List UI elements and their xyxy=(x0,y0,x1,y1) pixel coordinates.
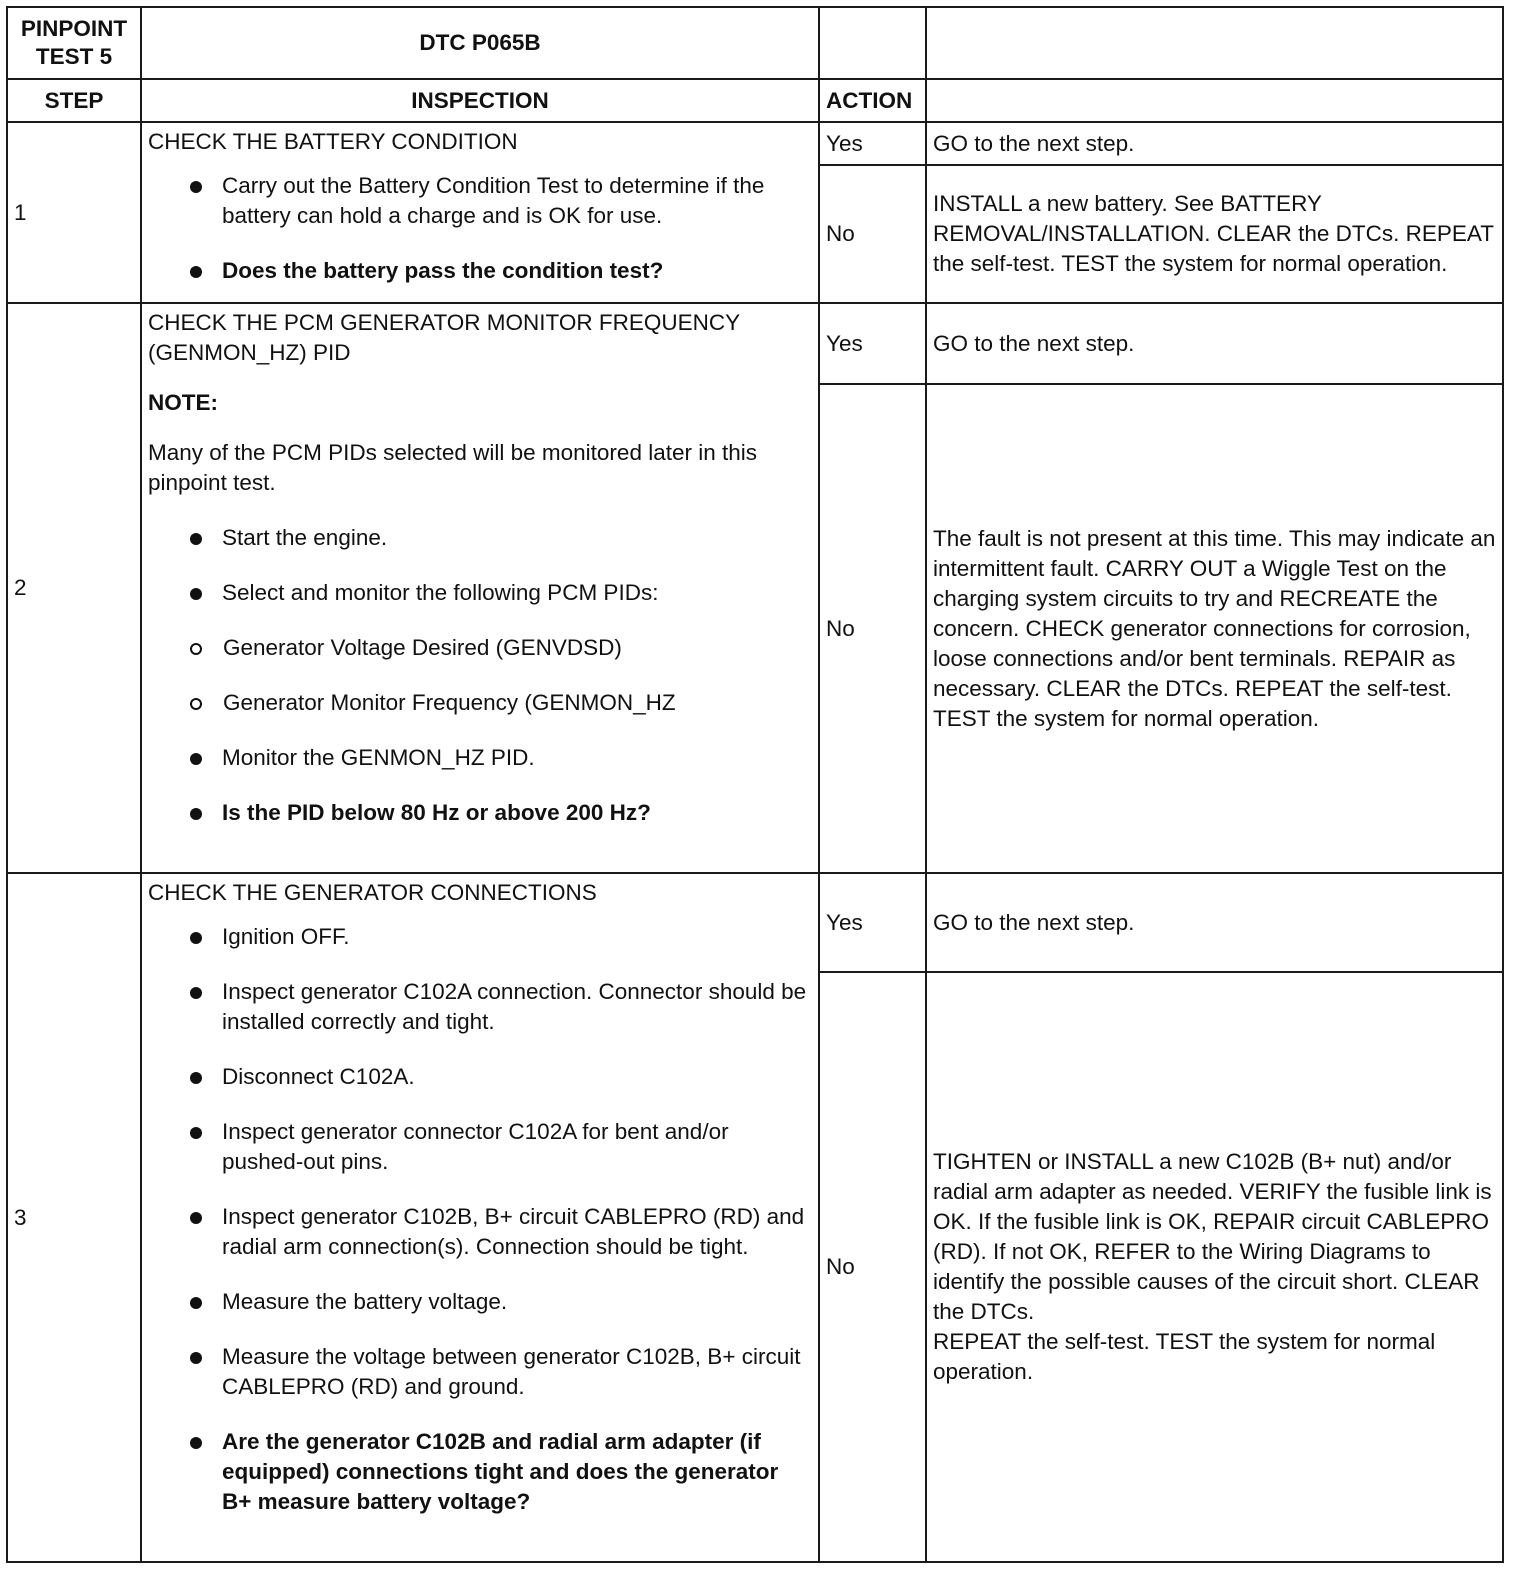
no-label: No xyxy=(819,165,926,303)
no-action-text: TIGHTEN or INSTALL a new C102B (B+ nut) and/or radial arm adapter as needed. VERIFY the fusible link is OK. If the fusible link is OK, REPAIR circuit CABLEPRO (RD). If not OK, REFER to the Wiring Diagrams to identify the possible causes of the circuit short. CLEAR the DTCs. xyxy=(933,1149,1492,1324)
yes-action: GO to the next step. xyxy=(926,122,1503,165)
list-item-text: Select and monitor the following PCM PIDs: xyxy=(222,580,659,605)
list-item: Inspect generator C102B, B+ circuit CABLEPRO (RD) and radial arm connection(s). Connection should be tight. xyxy=(148,1202,812,1262)
action-column-header: ACTION xyxy=(819,79,926,122)
bullet-list xyxy=(148,171,812,286)
yes-action: GO to the next step. xyxy=(926,873,1503,972)
bullet-list xyxy=(148,523,812,608)
list-item: Inspect generator connector C102A for bent and/or pushed-out pins. xyxy=(148,1117,812,1177)
inspection-cell xyxy=(141,873,819,1562)
sub-list-item: Generator Monitor Frequency (GENMON_HZ xyxy=(148,688,812,718)
no-action: The fault is not present at this time. This may indicate an intermittent fault. CARRY OUT a Wiggle Test on the charging system circuits to try and RECREATE the concern. CHECK generator connections for corrosion, loose connections and/or bent terminals. REPAIR as necessary. CLEAR the DTCs. REPEAT the self-test. TEST the system for normal operation. xyxy=(926,384,1503,873)
table-header-row xyxy=(7,7,1503,79)
header-empty-cell xyxy=(926,7,1503,79)
no-label: No xyxy=(819,972,926,1562)
header-empty-cell xyxy=(926,79,1503,122)
list-item xyxy=(148,578,812,608)
column-header-row xyxy=(7,79,1503,122)
no-label: No xyxy=(819,384,926,873)
table-row xyxy=(7,122,1503,165)
note-text: Many of the PCM PIDs selected will be monitored later in this pinpoint test. xyxy=(148,440,758,495)
step-heading: CHECK THE GENERATOR CONNECTIONS xyxy=(148,880,597,905)
list-item: Measure the voltage between generator C102B, B+ circuit CABLEPRO (RD) and ground. xyxy=(148,1342,812,1402)
header-empty-cell xyxy=(819,7,926,79)
sub-bullet-list xyxy=(148,633,812,718)
dtc-title: DTC P065B xyxy=(141,7,819,79)
step-heading: CHECK THE PCM GENERATOR MONITOR FREQUENCY (GENMON_HZ) PID xyxy=(148,310,740,365)
step-number: 2 xyxy=(7,303,141,873)
note-label: NOTE: xyxy=(148,390,218,415)
list-item: Monitor the GENMON_HZ PID. xyxy=(148,743,812,773)
pinpoint-label-line1: PINPOINT xyxy=(20,16,128,41)
no-action-text-continued: REPEAT the self-test. TEST the system for normal operation. xyxy=(933,1329,1436,1384)
yes-action: GO to the next step. xyxy=(926,303,1503,384)
list-item: Disconnect C102A. xyxy=(148,1062,812,1092)
bullet-list xyxy=(148,922,812,1517)
yes-label: Yes xyxy=(819,122,926,165)
yes-label: Yes xyxy=(819,303,926,384)
sub-list-item: Generator Voltage Desired (GENVDSD) xyxy=(148,633,812,663)
yes-label: Yes xyxy=(819,873,926,972)
step-number: 1 xyxy=(7,122,141,303)
step-heading: CHECK THE BATTERY CONDITION xyxy=(148,129,518,154)
no-action: INSTALL a new battery. See BATTERY REMOVAL/INSTALLATION. CLEAR the DTCs. REPEAT the self-test. TEST the system for normal operation. xyxy=(926,165,1503,303)
question-item: Does the battery pass the condition test? xyxy=(148,256,812,286)
step-number: 3 xyxy=(7,873,141,1562)
inspection-cell xyxy=(141,122,819,303)
list-item: Ignition OFF. xyxy=(148,922,812,952)
inspection-cell xyxy=(141,303,819,873)
table-row xyxy=(7,303,1503,384)
no-action xyxy=(926,972,1503,1562)
pinpoint-label-line2: TEST 5 xyxy=(35,44,113,69)
pinpoint-test-table xyxy=(6,6,1504,1563)
list-item: Measure the battery voltage. xyxy=(148,1287,812,1317)
list-item: Inspect generator C102A connection. Connector should be installed correctly and tight. xyxy=(148,977,812,1037)
pinpoint-test-label xyxy=(7,7,141,79)
list-item: Start the engine. xyxy=(148,523,812,553)
inspection-column-header: INSPECTION xyxy=(141,79,819,122)
step-column-header: STEP xyxy=(7,79,141,122)
question-item: Are the generator C102B and radial arm adapter (if equipped) connections tight and does the generator B+ measure battery voltage? xyxy=(148,1427,812,1517)
table-row xyxy=(7,873,1503,972)
bullet-list xyxy=(148,743,812,828)
question-item: Is the PID below 80 Hz or above 200 Hz? xyxy=(148,798,812,828)
list-item: Carry out the Battery Condition Test to determine if the battery can hold a charge and is OK for use. xyxy=(148,171,812,231)
